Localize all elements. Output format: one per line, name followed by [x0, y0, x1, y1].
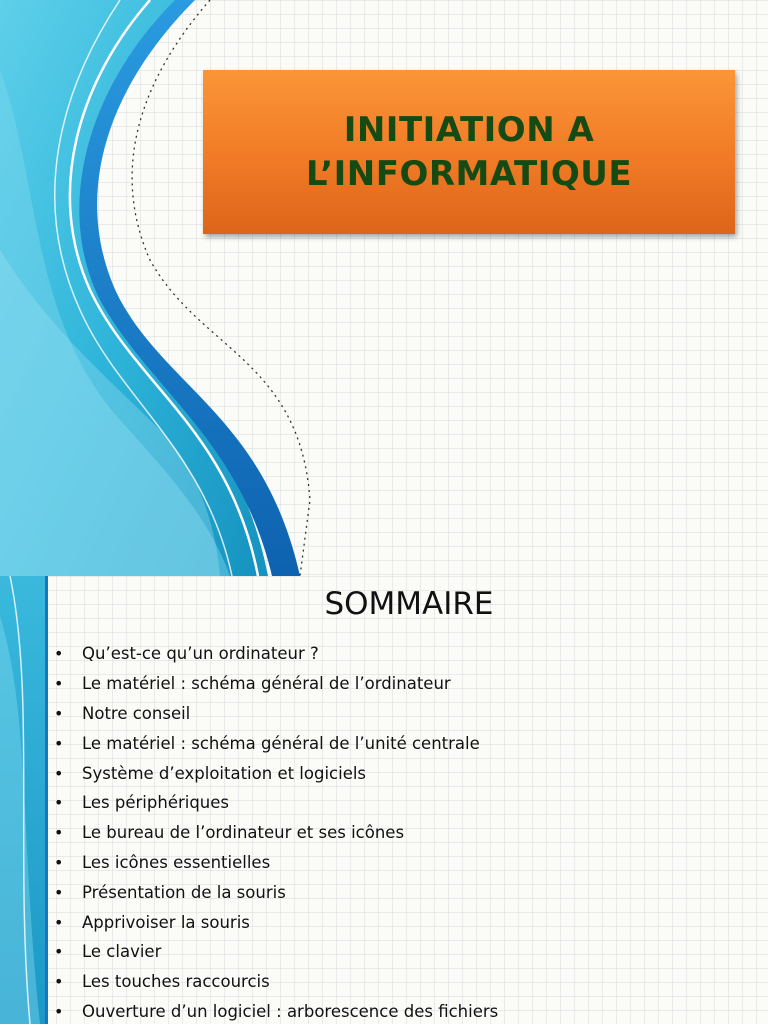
summary-list-item: [54, 669, 498, 699]
slide-title-line-1: INITIATION A: [343, 110, 595, 150]
bullet: •: [54, 972, 64, 992]
summary-item-text: Le matériel : schéma général de l’ordinateur: [82, 674, 451, 694]
title-box: [203, 70, 735, 234]
bullet: •: [54, 644, 64, 664]
summary-item-text: Notre conseil: [82, 703, 191, 723]
decorative-side-strip: [0, 576, 50, 1024]
bullet: •: [54, 763, 64, 783]
bullet: •: [54, 674, 64, 694]
summary-list-item: [54, 937, 498, 967]
summary-list-item: [54, 788, 498, 818]
summary-item-text: Le matériel : schéma général de l’unité centrale: [82, 733, 480, 753]
summary-item-text: Les périphériques: [82, 793, 230, 813]
bullet: •: [54, 1001, 64, 1021]
slide-title-line-2: L’INFORMATIQUE: [305, 154, 633, 194]
summary-list: [54, 639, 498, 1024]
bullet: •: [54, 852, 64, 872]
summary-item-text: Le clavier: [82, 942, 162, 962]
summary-list-item: [54, 997, 498, 1024]
summary-item-text: Qu’est-ce qu’un ordinateur ?: [82, 644, 319, 664]
bullet: •: [54, 912, 64, 932]
summary-list-item: [54, 877, 498, 907]
bullet: •: [54, 882, 64, 902]
summary-item-text: Système d’exploitation et logiciels: [82, 763, 367, 783]
summary-list-item: [54, 907, 498, 937]
summary-item-text: Apprivoiser la souris: [82, 912, 250, 932]
bullet: •: [54, 703, 64, 723]
summary-item-text: Présentation de la souris: [82, 882, 286, 902]
bullet: •: [54, 823, 64, 843]
summary-item-text: Les touches raccourcis: [82, 972, 270, 992]
summary-list-item: [54, 967, 498, 997]
summary-list-item: [54, 699, 498, 729]
summary-heading: SOMMAIRE: [324, 586, 494, 622]
summary-item-text: Ouverture d’un logiciel : arborescence des fichiers: [82, 1001, 499, 1021]
summary-list-item: [54, 818, 498, 848]
summary-item-text: Le bureau de l’ordinateur et ses icônes: [82, 823, 405, 843]
bullet: •: [54, 733, 64, 753]
summary-list-item: [54, 848, 498, 878]
summary-list-item: [54, 728, 498, 758]
bullet: •: [54, 793, 64, 813]
summary-item-text: Les icônes essentielles: [82, 852, 271, 872]
bullet: •: [54, 942, 64, 962]
summary-slide: [0, 576, 768, 1024]
summary-list-item: [54, 639, 498, 669]
summary-list-item: [54, 758, 498, 788]
